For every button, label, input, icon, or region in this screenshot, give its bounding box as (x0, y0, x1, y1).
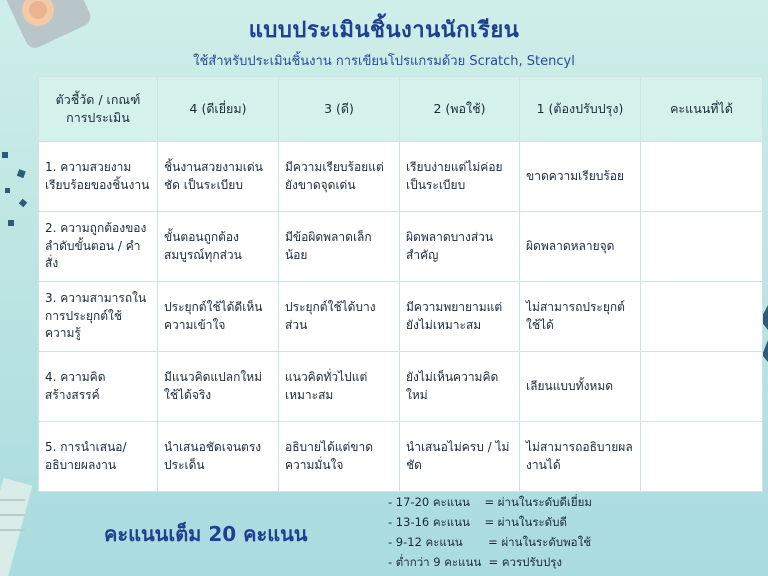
level-2-cell: เรียบง่ายแต่ไม่ค่อยเป็นระเบียบ (400, 142, 520, 212)
level-1-cell: ผิดพลาดหลายจุด (520, 212, 641, 282)
score-cell[interactable] (641, 352, 763, 422)
header-criteria: ตัวชี้วัด / เกณฑ์การประเมิน (39, 77, 158, 142)
criteria-cell: 4. ความคิดสร้างสรรค์ (39, 352, 158, 422)
level-1-cell: ไม่สามารถประยุกต์ใช้ได้ (520, 282, 641, 352)
level-4-cell: มีแนวคิดแปลกใหม่ ใช้ได้จริง (158, 352, 279, 422)
table-row (39, 142, 763, 212)
level-1-cell: เลียนแบบทั้งหมด (520, 352, 641, 422)
score-levels-list (388, 492, 592, 572)
level-2-cell: มีความพยายามแต่ยังไม่เหมาะสม (400, 282, 520, 352)
score-level-item: - ต่ำกว่า 9 คะแนน = ควรปรับปรุง (388, 555, 563, 569)
level-3-cell: ประยุกต์ใช้ได้บางส่วน (279, 282, 400, 352)
score-cell[interactable] (641, 212, 763, 282)
level-3-cell: แนวคิดทั่วไปแต่เหมาะสม (279, 352, 400, 422)
score-level-item: - 17-20 คะแนน = ผ่านในระดับดีเยี่ยม (388, 495, 592, 509)
score-level-item: - 9-12 คะแนน = ผ่านในระดับพอใช้ (388, 535, 592, 549)
level-4-cell: นำเสนอชัดเจนตรงประเด็น (158, 422, 279, 492)
table-row (39, 282, 763, 352)
level-4-cell: ชิ้นงานสวยงามเด่นชัด เป็นระเบียบ (158, 142, 279, 212)
rubric-table (38, 76, 763, 492)
table-row (39, 352, 763, 422)
level-4-cell: ประยุกต์ใช้ได้ดีเห็นความเข้าใจ (158, 282, 279, 352)
confetti-icon (0, 150, 40, 240)
page-title: แบบประเมินชิ้นงานนักเรียน (248, 18, 520, 43)
page-subtitle: ใช้สำหรับประเมินชิ้นงาน การเขียนโปรแกรมด้วย Scratch, Stencyl (193, 54, 575, 69)
level-3-cell: มีข้อผิดพลาดเล็กน้อย (279, 212, 400, 282)
header-level-2: 2 (พอใช้) (400, 77, 520, 142)
score-cell[interactable] (641, 422, 763, 492)
level-4-cell: ขั้นตอนถูกต้องสมบูรณ์ทุกส่วน (158, 212, 279, 282)
criteria-cell: 3. ความสามารถในการประยุกต์ใช้ความรู้ (39, 282, 158, 352)
full-score-label: คะแนนเต็ม 20 คะแนน (104, 522, 308, 546)
level-2-cell: ยังไม่เห็นความคิดใหม่ (400, 352, 520, 422)
criteria-cell: 2. ความถูกต้องของลำดับขั้นตอน / คำสั่ง (39, 212, 158, 282)
header-level-4: 4 (ดีเยี่ยม) (158, 77, 279, 142)
table-header-row (39, 77, 763, 142)
level-2-cell: นำเสนอไม่ครบ / ไม่ชัด (400, 422, 520, 492)
header-level-1: 1 (ต้องปรับปรุง) (520, 77, 641, 142)
table-row (39, 422, 763, 492)
score-level-item: - 13-16 คะแนน = ผ่านในระดับดี (388, 515, 567, 529)
level-3-cell: อธิบายได้แต่ขาดความมั่นใจ (279, 422, 400, 492)
header-level-3: 3 (ดี) (279, 77, 400, 142)
level-1-cell: ขาดความเรียบร้อย (520, 142, 641, 212)
header-score: คะแนนที่ได้ (641, 77, 763, 142)
score-cell[interactable] (641, 282, 763, 352)
decorative-shape-icon (0, 470, 40, 576)
criteria-cell: 5. การนำเสนอ/อธิบายผลงาน (39, 422, 158, 492)
level-2-cell: ผิดพลาดบางส่วนสำคัญ (400, 212, 520, 282)
table-row (39, 212, 763, 282)
level-3-cell: มีความเรียบร้อยแต่ยังขาดจุดเด่น (279, 142, 400, 212)
level-1-cell: ไม่สามารถอธิบายผลงานได้ (520, 422, 641, 492)
criteria-cell: 1. ความสวยงามเรียบร้อยของชิ้นงาน (39, 142, 158, 212)
score-cell[interactable] (641, 142, 763, 212)
